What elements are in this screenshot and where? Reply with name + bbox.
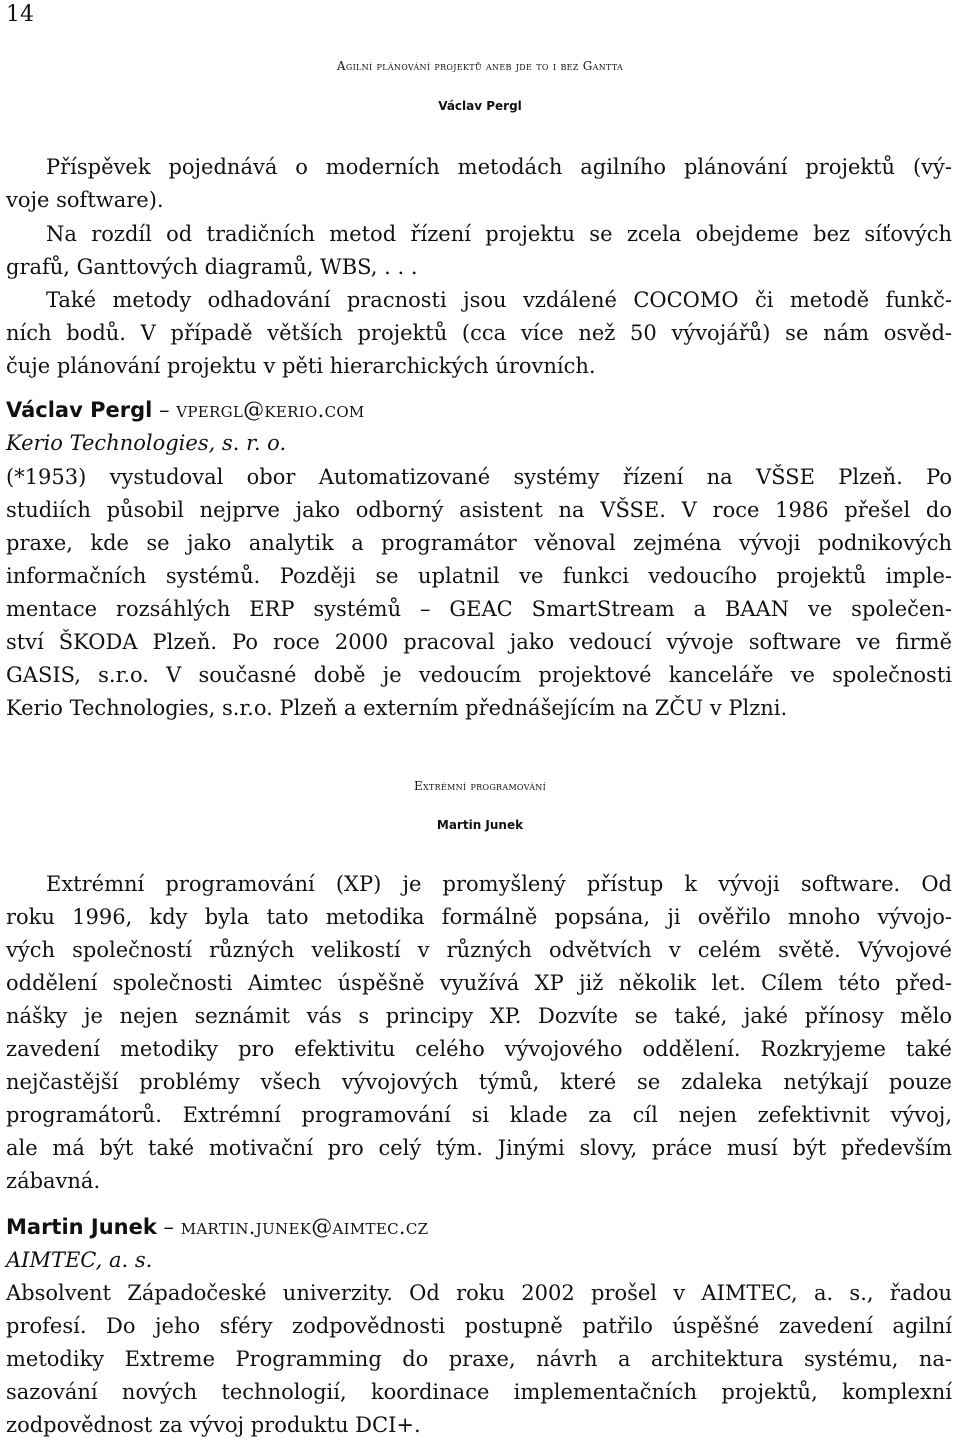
section2-abstract-line: vých společností různých velikostí v různých odvětvích v celém světě. Vývojové — [6, 938, 952, 962]
section2-abstract-line: zavedení metodiky pro efektivitu celého vývojového oddělení. Rozkryjeme také — [6, 1037, 952, 1061]
section2-abstract-line: oddělení společnosti Aimtec úspěšně využívá XP již několik let. Cílem této před- — [6, 971, 952, 995]
section2-bio-line: profesí. Do jeho sféry zodpovědnosti postupně patřilo úspěšné zavedení agilní — [6, 1314, 952, 1338]
section1-bio-line: praxe, kde se jako analytik a programátor věnoval zejména vývoji podnikových — [6, 531, 952, 555]
section1-bio-company: Kerio Technologies, s. r. o. — [6, 431, 287, 455]
section1-title: Agilní plánování projektů aneb jde to i bez Gantta — [336, 59, 624, 73]
section2-bio-line: metodiky Extreme Programming do praxe, návrh a architektura systému, na- — [6, 1347, 952, 1371]
section1-abstract-line: ních bodů. V případě větších projektů (cca více než 50 vývojářů) se nám osvěd- — [6, 321, 952, 345]
section1-bio-dash: – — [159, 398, 170, 422]
section1-abstract-line: Příspěvek pojednává o moderních metodách agilního plánování projektů (vý- — [46, 155, 952, 179]
section2-abstract-line: zábavná. — [6, 1169, 101, 1193]
section1-bio-header — [6, 400, 365, 421]
section2-bio-line: sazování nových technologií, koordinace implementačních projektů, komplexní — [6, 1380, 952, 1404]
section1-bio-email: vpergl@kerio.com — [176, 398, 365, 422]
section1-bio-line: GASIS, s.r.o. V současné době je vedoucím projektové kanceláře ve společnosti — [6, 663, 952, 687]
section1-bio-name: Václav Pergl — [6, 398, 153, 422]
section2-abstract-line: nášky je nejen seznámit vás s principy XP. Dozvíte se také, jaké přínosy mělo — [6, 1004, 952, 1028]
section1-abstract-line: Také metody odhadování pracnosti jsou vzdálené COCOMO či metodě funkč- — [46, 288, 952, 312]
section1-author: Václav Pergl — [438, 99, 522, 113]
section1-abstract-line: Na rozdíl od tradičních metod řízení projektu se zcela obejdeme bez síťových — [46, 222, 952, 246]
section1-abstract-line: grafů, Ganttových diagramů, WBS, . . . — [6, 255, 418, 279]
section2-bio-line: zodpovědnost za vývoj produktu DCI+. — [6, 1413, 421, 1437]
section2-abstract-line: Extrémní programování (XP) je promyšlený přístup k vývoji software. Od — [46, 872, 952, 896]
section1-abstract-line: voje software). — [6, 188, 164, 212]
section2-bio-email: martin.junek@aimtec.cz — [180, 1215, 429, 1239]
section1-bio-line: Kerio Technologies, s.r.o. Plzeň a externím přednášejícím na ZČU v Plzni. — [6, 696, 788, 720]
section1-bio-line: informačních systémů. Později se uplatnil ve funkci vedoucího projektů imple- — [6, 564, 952, 588]
section2-bio-name: Martin Junek — [6, 1215, 157, 1239]
section2-author: Martin Junek — [436, 818, 524, 832]
section2-bio-line: Absolvent Západočeské univerzity. Od roku 2002 prošel v AIMTEC, a. s., řadou — [6, 1281, 952, 1305]
section1-bio-line: (*1953) vystudoval obor Automatizované systémy řízení na VŠSE Plzeň. Po — [6, 465, 952, 489]
section2-abstract-line: ale má být také motivační pro celý tým. Jinými slovy, práce musí být především — [6, 1136, 952, 1160]
section2-abstract-line: roku 1996, kdy byla tato metodika formálně popsána, ji ověřilo mnoho vývojo- — [6, 905, 952, 929]
section2-bio-header — [6, 1217, 428, 1238]
section2-bio-company: AIMTEC, a. s. — [6, 1248, 153, 1272]
section2-title: Extrémní programování — [413, 779, 547, 793]
section1-abstract-line: čuje plánování projektu v pěti hierarchických úrovních. — [6, 354, 596, 378]
section2-bio-dash: – — [163, 1215, 175, 1239]
page-number: 14 — [6, 2, 34, 27]
section2-abstract-line: nejčastější problémy všech vývojových týmů, které se zdaleka netýkají pouze — [6, 1070, 952, 1094]
section1-bio-line: studiích působil nejprve jako odborný asistent na VŠSE. V roce 1986 přešel do — [6, 498, 952, 522]
section2-abstract-line: programátorů. Extrémní programování si klade za cíl nejen zefektivnit vývoj, — [6, 1103, 952, 1127]
section1-bio-line: mentace rozsáhlých ERP systémů – GEAC SmartStream a BAAN ve společen- — [6, 597, 952, 621]
section1-bio-line: ství ŠKODA Plzeň. Po roce 2000 pracoval jako vedoucí vývoje software ve firmě — [6, 630, 952, 654]
